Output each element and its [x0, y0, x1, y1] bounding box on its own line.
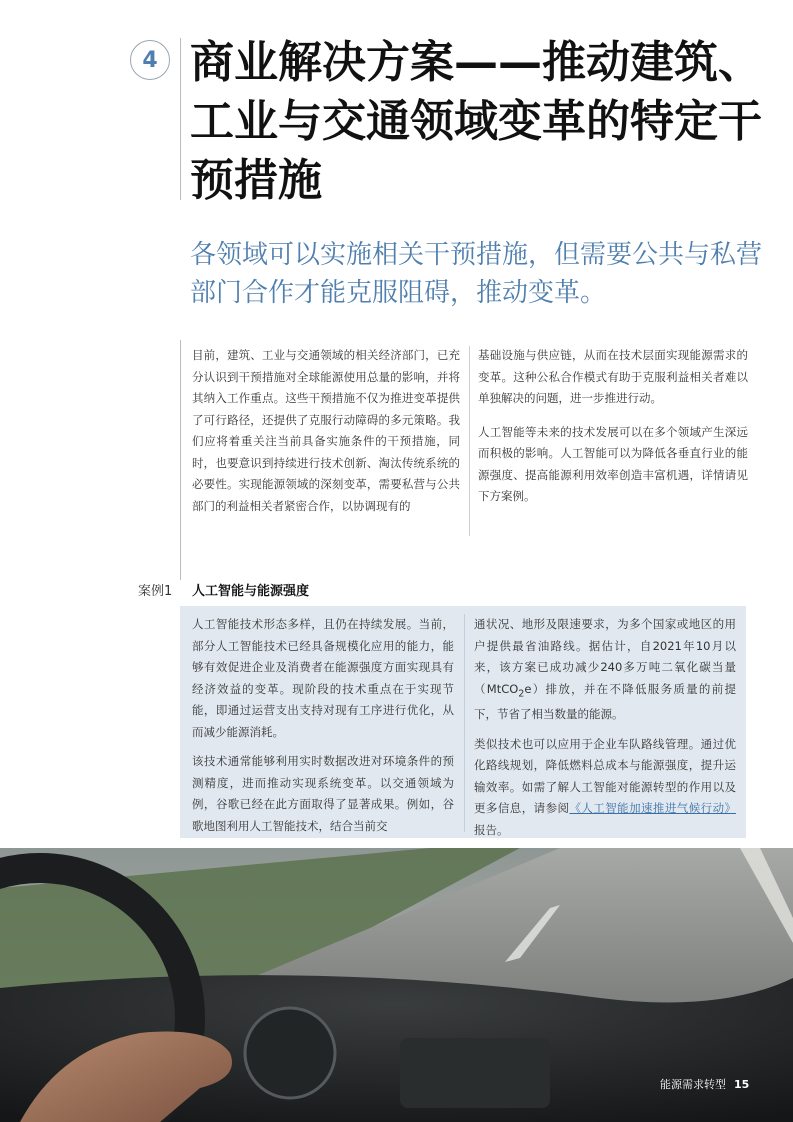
body-paragraph: 基础设施与供应链，从而在技术层面实现能源需求的变革。这种公私合作模式有助于克服利益相关者难以单独解决的问题，进一步推进行动。: [478, 348, 748, 405]
case-text: 通状况、地形及限速要求，为多个国家或地区的用户提供最省油路线。据估计，自2021年10月以来，该方案已成功减少240多万吨二氧化碳当量（MtCO: [474, 617, 736, 696]
footer: [660, 1076, 749, 1092]
case-label: 案例1: [138, 584, 173, 599]
footer-title: 能源需求转型: [660, 1078, 726, 1091]
page-title: 商业解决方案——推动建筑、工业与交通领域变革的特定干预措施: [190, 37, 762, 206]
case-column-left: [192, 614, 454, 845]
body-column-right: [478, 345, 748, 520]
case-text: 报告。: [474, 822, 509, 837]
gauge: [245, 1008, 335, 1098]
page-number: 15: [734, 1078, 750, 1091]
case-paragraph: 人工智能技术形态多样，且仍在持续发展。当前，部分人工智能技术已经具备规模化应用的能力，能够有效促进企业及消费者在能源强度方面实现具有经济效益的变革。现阶段的技术重点在于实现节能，即通过运营支出支持对现有工序进行优化，从而减少能源消耗。: [192, 617, 454, 739]
body-rule: [180, 340, 181, 580]
case-paragraph: [474, 734, 736, 842]
case-column-divider: [464, 614, 465, 832]
subscript: 2: [518, 687, 525, 699]
body-column-left: [192, 345, 460, 529]
body-paragraph: 人工智能等未来的技术发展可以在多个领域产生深远而积极的影响。人工智能可以为降低各垂直行业的能源强度、提高能源利用效率创造丰富机遇，详情请见下方案例。: [478, 424, 748, 503]
case-text: e）排放，并在不降低服务质量的前提下，节省了相当数量的能源。: [474, 681, 736, 722]
title-rule: [180, 38, 181, 200]
column-divider: [469, 346, 470, 536]
dash-panel: [400, 1038, 550, 1108]
page-subtitle: 各领域可以实施相关干预措施，但需要公共与私营部门合作才能克服阻碍，推动变革。: [190, 240, 763, 308]
case-paragraph: 该技术通常能够利用实时数据改进对环境条件的预测精度，进而推动实现系统变革。以交通领域为例，谷歌已经在此方面取得了显著成果。例如，谷歌地图利用人工智能技术，结合当前交: [192, 754, 454, 833]
case-paragraph: [474, 614, 736, 726]
case-title: 人工智能与能源强度: [192, 584, 310, 599]
body-paragraph: 目前，建筑、工业与交通领域的相关经济部门，已充分认识到干预措施对全球能源使用总量的影响，并将其纳入工作重点。这些干预措施不仅为推进变革提供了可行路径，还提供了克服行动障碍的多元策略。我们应将着重关注当前具备实施条件的干预措施，同时，也要意识到持续进行技术创新、淘汰传统系统的必要性。实现能源领域的深刻变革，需要私营与公共部门的利益相关者紧密合作，以协调现有的: [192, 348, 460, 513]
report-link[interactable]: 《人工智能加速推进气候行动》: [569, 801, 737, 816]
chapter-number-badge: [130, 40, 170, 80]
chapter-number: 4: [142, 47, 158, 73]
case-column-right: [474, 614, 736, 849]
case-text: 类似技术也可以应用于企业车队路线管理。通过优化路线规划，降低燃料总成本与能源强度，提升运输效率。如需了解人工智能对能源转型的作用以及更多信息，请参阅: [474, 736, 736, 816]
